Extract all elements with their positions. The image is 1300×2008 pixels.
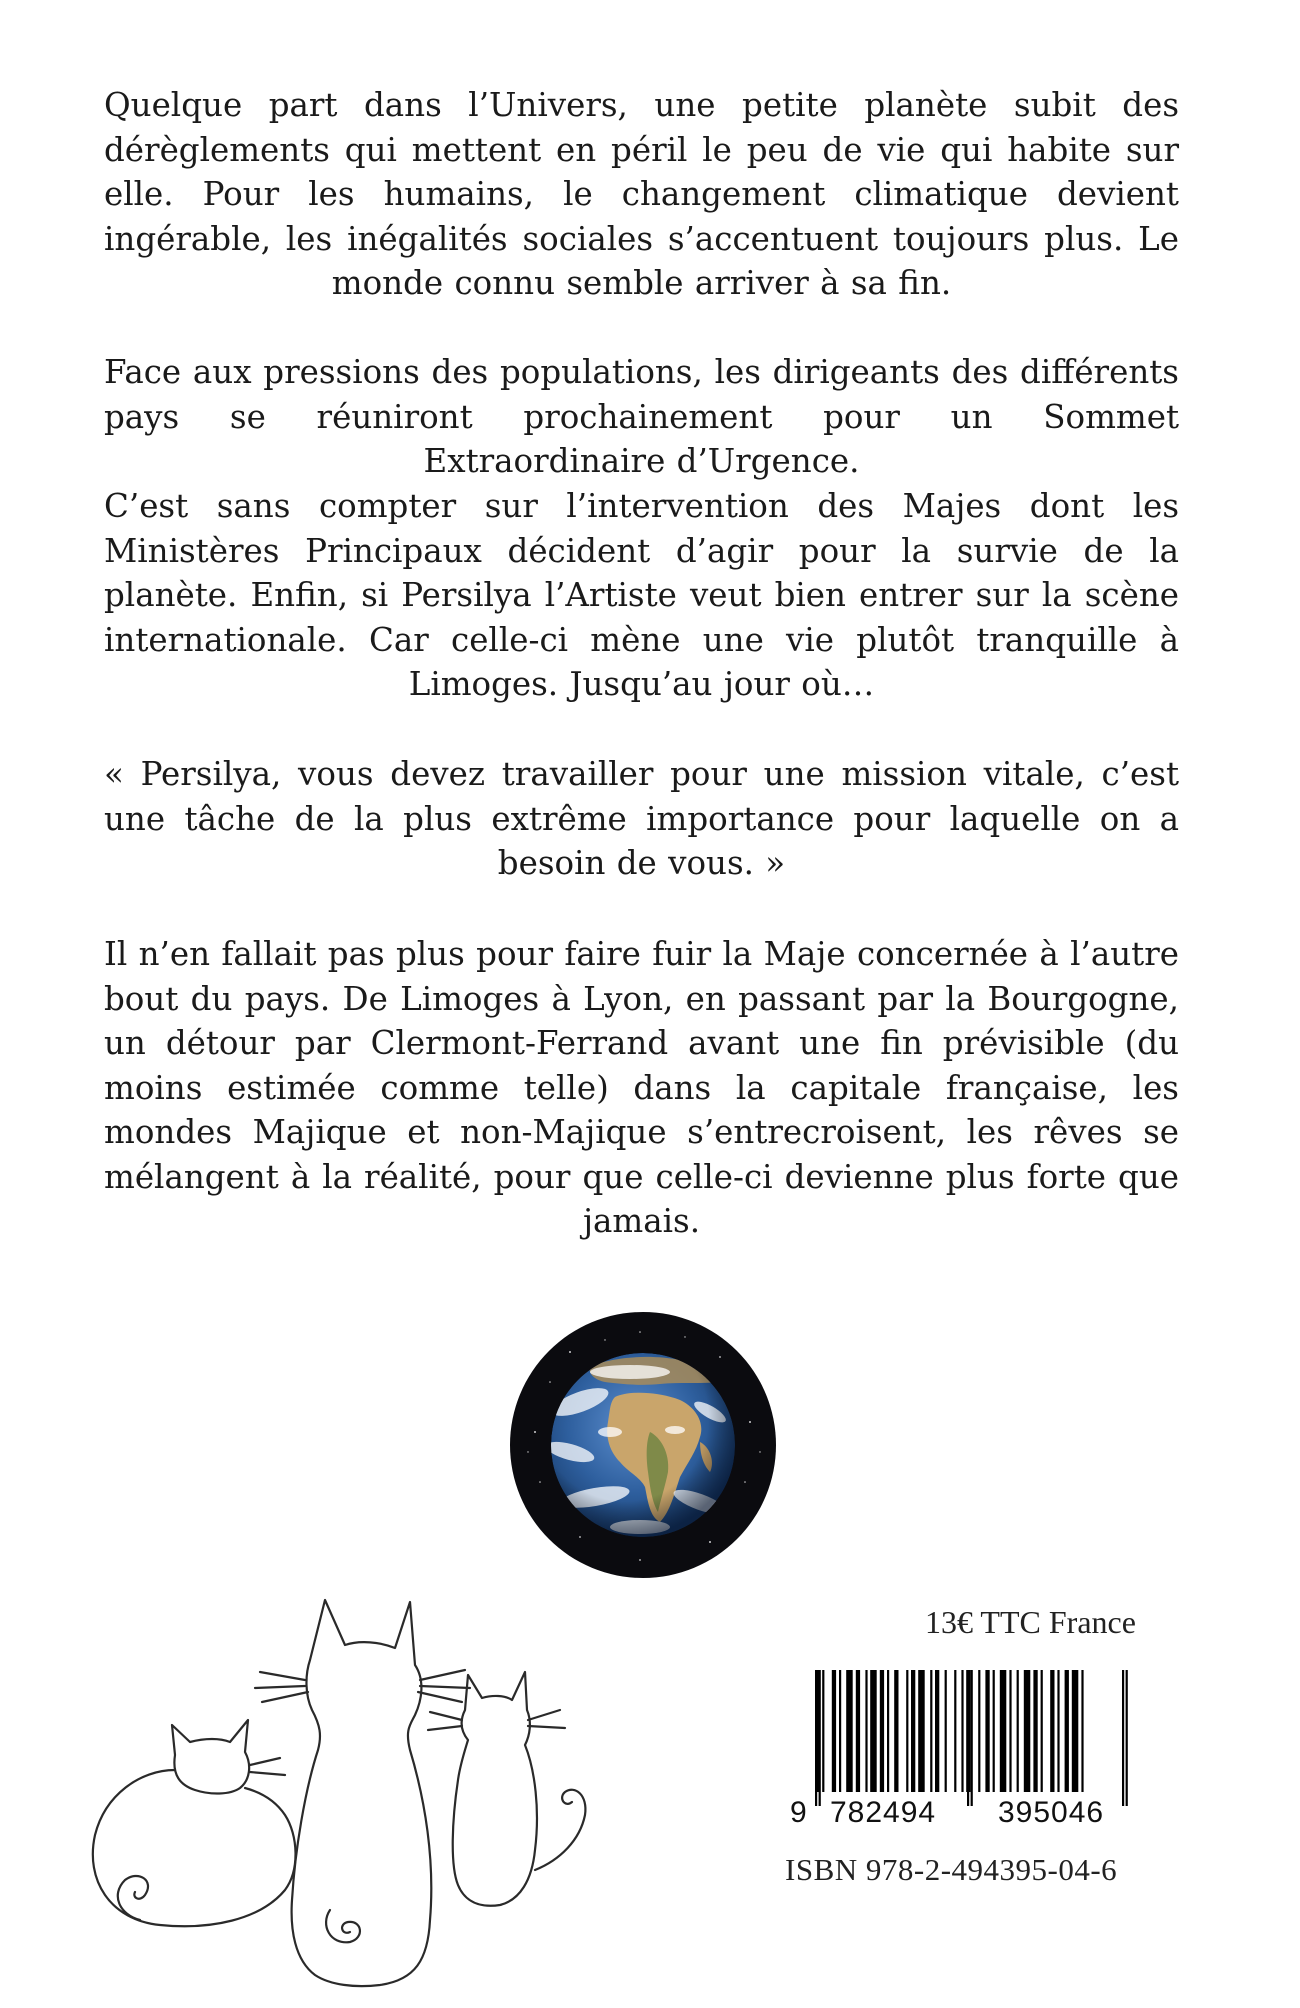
barcode-bar [930, 1670, 932, 1792]
isbn-label: ISBN 978-2-494395-04-6 [785, 1852, 1118, 1887]
price-label: 13€ TTC France [925, 1604, 1136, 1640]
barcode-bar [894, 1670, 898, 1792]
barcode-bar [1009, 1670, 1011, 1792]
barcode-bar [985, 1670, 989, 1792]
blurb-paragraph-1: Quelque part dans l’Univers, une petite planète subit des dérèglements qui mettent en péril le peu de vie qui habite sur elle. Pour les humains, le changement climatique devient ingérable, les inégalités sociales s’accentuent toujours plus. Le monde connu semble arriver à sa fin. [104, 86, 1179, 302]
barcode-guard-bar [967, 1670, 969, 1806]
barcode-bar [1000, 1670, 1007, 1792]
barcode-bar [880, 1670, 884, 1792]
barcode-bar [1072, 1670, 1079, 1792]
barcode-bar [993, 1670, 995, 1792]
barcode-guard-bar [815, 1670, 817, 1806]
barcode-bar [954, 1670, 956, 1792]
barcode-guard-bar [1122, 1670, 1124, 1806]
barcode-bar [1081, 1670, 1083, 1792]
barcode-left-digits: 782494 [830, 1796, 937, 1829]
cats-illustration [80, 1580, 680, 1990]
barcode-bar [822, 1670, 824, 1792]
barcode-bar [945, 1670, 947, 1792]
barcode-bar [961, 1670, 963, 1792]
barcode-bar [1057, 1670, 1059, 1792]
barcode-bar [906, 1670, 908, 1792]
barcode-bar [1024, 1670, 1031, 1792]
barcode [760, 1664, 1180, 1834]
barcode-bar [870, 1670, 877, 1792]
barcode-guard-bar [971, 1670, 973, 1806]
barcode-bar [1065, 1670, 1069, 1792]
barcode-bar [911, 1670, 915, 1792]
barcode-bar [865, 1670, 867, 1792]
barcode-bar [832, 1670, 836, 1792]
tall-cat-drawing [255, 1600, 470, 1986]
barcode-bar [1041, 1670, 1043, 1792]
small-cat-drawing [428, 1672, 585, 1906]
barcode-guard-bar [1126, 1670, 1128, 1806]
barcode-bar [846, 1670, 853, 1792]
barcode-guard-bar [819, 1670, 821, 1806]
barcode-first-digit: 9 [790, 1796, 807, 1829]
barcode-bar [856, 1670, 860, 1792]
barcode-bar [935, 1670, 939, 1792]
barcode-bar [1033, 1670, 1037, 1792]
barcode-bar [918, 1670, 925, 1792]
earth-icon [510, 1312, 776, 1578]
blurb-quote: « Persilya, vous devez travailler pour une mission vitale, c’est une tâche de la plus extrême importance pour laquelle on a besoin de vous. » [104, 755, 1179, 882]
barcode-bar [1050, 1670, 1054, 1792]
barcode-bar [978, 1670, 980, 1792]
blurb-paragraph-2: Face aux pressions des populations, les dirigeants des différents pays se réuniront prochainement pour un Sommet Extraordinaire d’Urgence. [104, 353, 1179, 480]
blurb-paragraph-5: Il n’en fallait pas plus pour faire fuir la Maje concernée à l’autre bout du pays. De Limoges à Lyon, en passant par la Bourgogne, un détour par Clermont-Ferrand avant une fin prévisible (du moins estimée comme telle) dans la capitale française, les mondes Majique et non-Majique s’entrecroisent, les rêves se mélangent à la réalité, pour que celle-ci devienne plus forte que jamais. [104, 935, 1179, 1240]
barcode-right-digits: 395046 [998, 1796, 1105, 1829]
blurb-paragraph-3: C’est sans compter sur l’intervention des Majes dont les Ministères Principaux décident d’agir pour la survie de la planète. Enfin, si Persilya l’Artiste veut bien entrer sur la scène internationale. Car celle-ci mène une vie plutôt tranquille à Limoges. Jusqu’au jour où… [104, 487, 1179, 703]
barcode-bar [1017, 1670, 1019, 1792]
lying-cat-drawing [93, 1720, 296, 1926]
barcode-bar [839, 1670, 841, 1792]
barcode-bar [887, 1670, 889, 1792]
